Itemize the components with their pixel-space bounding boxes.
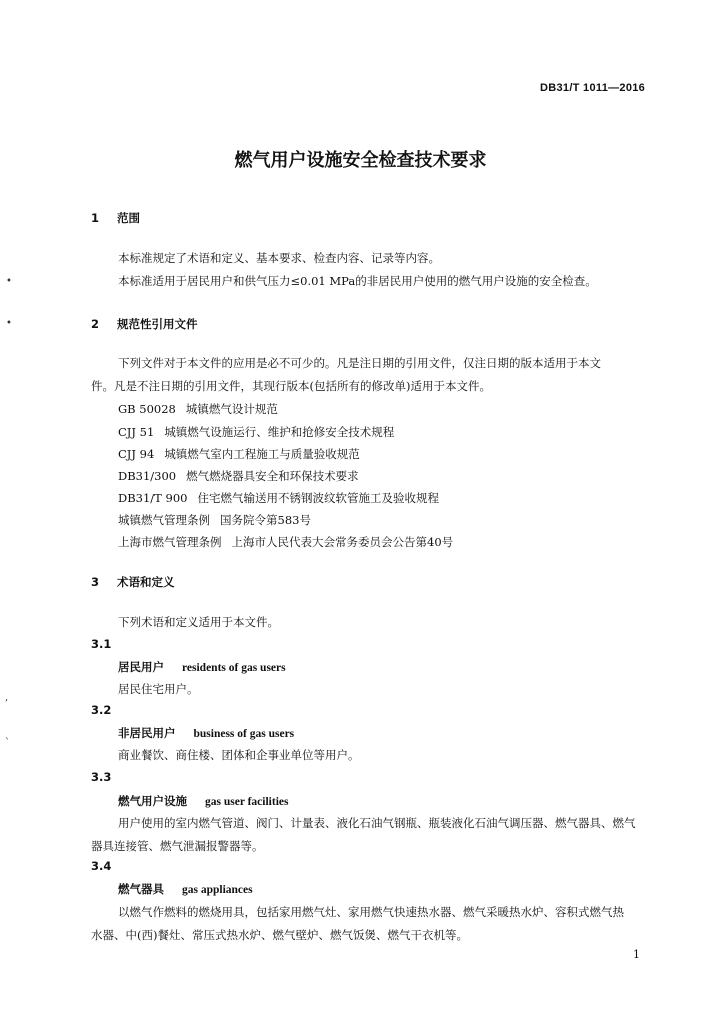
reference-item [118, 512, 311, 528]
standard-code: DB31/T 1011—2016 [540, 82, 646, 94]
term-en: gas appliances [182, 884, 253, 896]
scan-artifact-mark: , [5, 692, 9, 703]
reference-item [118, 424, 394, 440]
scan-artifact-mark: ` [5, 738, 10, 749]
reference-code: DB31/T 900 [118, 491, 188, 505]
clause-number: 3.2 [91, 703, 112, 717]
reference-item [118, 468, 359, 484]
references-intro-line-1: 下列文件对于本文件的应用是必不可少的。凡是注日期的引用文件，仅注日期的版本适用于本文 [118, 356, 601, 370]
reference-item [118, 490, 439, 506]
section-title: 术语和定义 [117, 575, 175, 589]
term-zh: 居民用户 [118, 660, 164, 674]
scope-paragraph-2: 本标准适用于居民用户和供气压力≤0.01 MPa的非居民用户使用的燃气用户设施的安全检查。 [118, 274, 597, 288]
term-definition: 居民住宅用户。 [118, 682, 199, 696]
reference-code: GB 50028 [118, 402, 176, 416]
scan-artifact-dot: • [6, 318, 12, 329]
term-definition-line-1: 以燃气作燃料的燃烧用具，包括家用燃气灶、家用燃气快速热水器、燃气采暖热水炉、容积式燃气热 [118, 905, 624, 919]
reference-title: 上海市人民代表大会常务委员会公告第40号 [231, 535, 454, 549]
reference-title: 城镇燃气设施运行、维护和抢修安全技术规程 [164, 425, 395, 439]
scan-artifact-dot: • [6, 276, 12, 287]
reference-title: 城镇燃气室内工程施工与质量验收规范 [164, 447, 360, 461]
reference-title: 国务院令第583号 [220, 513, 311, 527]
term-entry [118, 725, 294, 741]
term-entry [118, 659, 286, 675]
reference-code: 城镇燃气管理条例 [118, 513, 210, 527]
reference-code: DB31/300 [118, 469, 177, 483]
references-intro-line-2: 件。凡是不注日期的引用文件，其现行版本(包括所有的修改单)适用于本文件。 [91, 379, 491, 393]
term-en: residents of gas users [182, 662, 286, 674]
section-number: 3 [91, 575, 100, 589]
section-title: 规范性引用文件 [117, 317, 198, 331]
section-heading-references [91, 316, 198, 332]
document-title: 燃气用户设施安全检查技术要求 [234, 150, 487, 171]
clause-number: 3.3 [91, 770, 112, 784]
section-number: 1 [91, 211, 100, 225]
reference-item [118, 401, 278, 417]
term-zh: 非居民用户 [118, 726, 176, 740]
term-en: gas user facilities [205, 796, 289, 808]
page-number: 1 [633, 948, 640, 961]
reference-code: CJJ 51 [118, 425, 155, 439]
term-en: business of gas users [193, 728, 295, 740]
reference-title: 住宅燃气输送用不锈钢波纹软管施工及验收规程 [197, 491, 439, 505]
section-heading-terms [91, 574, 175, 590]
reference-code: 上海市燃气管理条例 [118, 535, 222, 549]
section-title: 范围 [117, 211, 140, 225]
clause-number: 3.4 [91, 859, 112, 873]
term-definition: 商业餐饮、商住楼、团体和企事业单位等用户。 [118, 748, 360, 762]
reference-title: 城镇燃气设计规范 [185, 402, 278, 416]
terms-intro: 下列术语和定义适用于本文件。 [118, 615, 279, 629]
reference-title: 燃气燃烧器具安全和环保技术要求 [186, 469, 359, 483]
reference-code: CJJ 94 [118, 447, 155, 461]
section-heading-scope [91, 210, 140, 226]
term-zh: 燃气用户设施 [118, 794, 187, 808]
term-entry [118, 793, 288, 809]
scope-paragraph-1: 本标准规定了术语和定义、基本要求、检查内容、记录等内容。 [118, 251, 440, 265]
term-definition-line-2: 器具连接管、燃气泄漏报警器等。 [91, 839, 264, 853]
reference-item [118, 534, 453, 550]
term-zh: 燃气器具 [118, 882, 164, 896]
section-number: 2 [91, 317, 100, 331]
term-definition-line-1: 用户使用的室内燃气管道、阀门、计量表、液化石油气钢瓶、瓶装液化石油气调压器、燃气器具、燃气 [118, 816, 636, 830]
reference-item [118, 446, 360, 462]
clause-number: 3.1 [91, 637, 112, 651]
term-definition-line-2: 水器、中(西)餐灶、常压式热水炉、燃气壁炉、燃气饭煲、燃气干衣机等。 [91, 928, 468, 942]
term-entry [118, 881, 253, 897]
